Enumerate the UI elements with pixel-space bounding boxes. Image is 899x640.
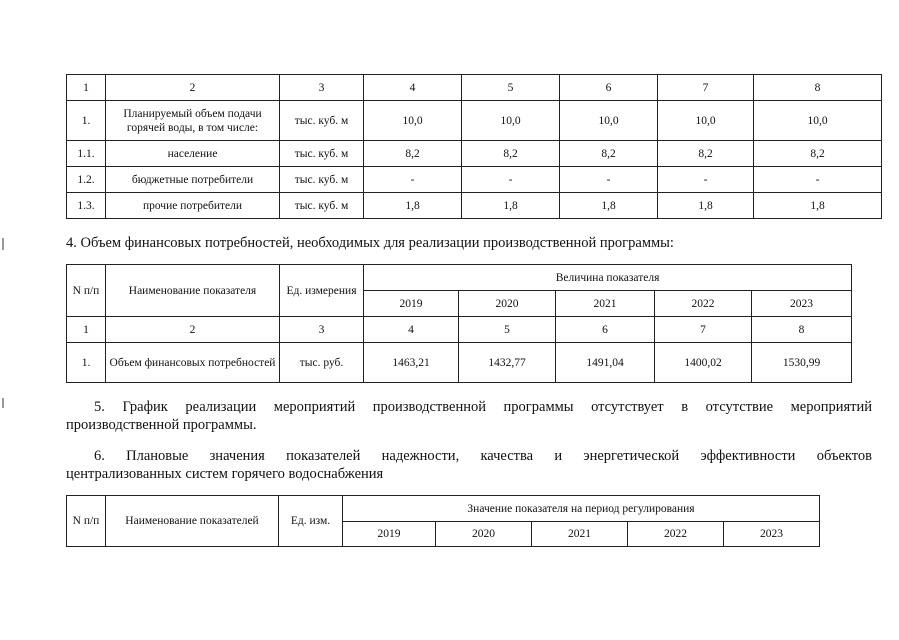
table-header-row — [67, 75, 882, 101]
row-name: Планируемый объем подачи горячей воды, в том числе: — [106, 101, 280, 141]
header-cell: 2 — [106, 75, 280, 101]
year-cell: 2023 — [724, 522, 820, 547]
value-cell: - — [754, 167, 882, 193]
value-cell: 10,0 — [658, 101, 754, 141]
index-cell: 2 — [106, 317, 280, 343]
year-cell: 2020 — [436, 522, 532, 547]
value-cell: 10,0 — [754, 101, 882, 141]
value-cell: 10,0 — [462, 101, 560, 141]
group-header: Значение показателя на период регулирования — [343, 496, 820, 522]
row-unit: тыс. куб. м — [280, 167, 364, 193]
row-name: Объем финансовых потребностей — [106, 343, 280, 383]
value-cell: 1530,99 — [752, 343, 852, 383]
scan-mark — [2, 238, 4, 250]
table-row — [67, 101, 882, 141]
value-cell: 1491,04 — [556, 343, 655, 383]
row-number: 1.2. — [67, 167, 106, 193]
year-cell: 2022 — [655, 291, 752, 317]
row-unit: тыс. куб. м — [280, 141, 364, 167]
header-cell: 1 — [67, 75, 106, 101]
value-cell: 1,8 — [658, 193, 754, 219]
index-cell: 6 — [556, 317, 655, 343]
column-header-number: N п/п — [67, 496, 106, 547]
value-cell: 1432,77 — [459, 343, 556, 383]
index-row — [67, 317, 852, 343]
section-6-line-1: 6. Плановые значения показателей надежности, качества и энергетической эффективности объектов — [94, 448, 872, 464]
column-header-number: N п/п — [67, 265, 106, 317]
section-5-line-2: производственной программы. — [66, 417, 257, 433]
row-name: бюджетные потребители — [106, 167, 280, 193]
year-cell: 2019 — [343, 522, 436, 547]
value-cell: 10,0 — [560, 101, 658, 141]
row-number: 1.3. — [67, 193, 106, 219]
table-header-row — [67, 496, 820, 522]
value-cell: 8,2 — [560, 141, 658, 167]
year-cell: 2021 — [532, 522, 628, 547]
value-cell: - — [364, 167, 462, 193]
index-cell: 7 — [655, 317, 752, 343]
row-number: 1. — [67, 343, 106, 383]
header-cell: 7 — [658, 75, 754, 101]
table-header-row — [67, 265, 852, 291]
value-cell: 1,8 — [364, 193, 462, 219]
section-5-line-1: 5. График реализации мероприятий производственной программы отсутствует в отсутствие мероприятий — [94, 399, 872, 415]
year-cell: 2019 — [364, 291, 459, 317]
year-cell: 2023 — [752, 291, 852, 317]
year-cell: 2021 — [556, 291, 655, 317]
group-header: Величина показателя — [364, 265, 852, 291]
value-cell: 10,0 — [364, 101, 462, 141]
table-row — [67, 343, 852, 383]
row-name: население — [106, 141, 280, 167]
header-cell: 4 — [364, 75, 462, 101]
table-row — [67, 193, 882, 219]
value-cell: - — [560, 167, 658, 193]
scan-mark — [2, 398, 4, 408]
row-unit: тыс. куб. м — [280, 193, 364, 219]
index-cell: 1 — [67, 317, 106, 343]
year-cell: 2020 — [459, 291, 556, 317]
index-cell: 3 — [280, 317, 364, 343]
value-cell: 8,2 — [462, 141, 560, 167]
index-cell: 5 — [459, 317, 556, 343]
column-header-name: Наименование показателя — [106, 265, 280, 317]
row-number: 1. — [67, 101, 106, 141]
table-row — [67, 141, 882, 167]
column-header-name: Наименование показателей — [106, 496, 279, 547]
row-name: прочие потребители — [106, 193, 280, 219]
year-cell: 2022 — [628, 522, 724, 547]
header-cell: 8 — [754, 75, 882, 101]
section-4-heading: 4. Объем финансовых потребностей, необходимых для реализации производственной программы: — [66, 235, 674, 251]
column-header-unit: Ед. изм. — [279, 496, 343, 547]
value-cell: 1,8 — [560, 193, 658, 219]
header-cell: 5 — [462, 75, 560, 101]
value-cell: - — [462, 167, 560, 193]
column-header-unit: Ед. измерения — [280, 265, 364, 317]
table-row — [67, 167, 882, 193]
reliability-indicators-table — [66, 495, 820, 547]
value-cell: 1463,21 — [364, 343, 459, 383]
index-cell: 8 — [752, 317, 852, 343]
header-cell: 3 — [280, 75, 364, 101]
row-number: 1.1. — [67, 141, 106, 167]
value-cell: 8,2 — [754, 141, 882, 167]
value-cell: 1,8 — [462, 193, 560, 219]
row-unit: тыс. руб. — [280, 343, 364, 383]
value-cell: 1400,02 — [655, 343, 752, 383]
section-6-line-2: централизованных систем горячего водоснабжения — [66, 466, 384, 482]
value-cell: 8,2 — [658, 141, 754, 167]
value-cell: 8,2 — [364, 141, 462, 167]
index-cell: 4 — [364, 317, 459, 343]
financial-needs-table — [66, 264, 852, 383]
value-cell: - — [658, 167, 754, 193]
header-cell: 6 — [560, 75, 658, 101]
row-unit: тыс. куб. м — [280, 101, 364, 141]
value-cell: 1,8 — [754, 193, 882, 219]
hot-water-volume-table — [66, 74, 882, 219]
